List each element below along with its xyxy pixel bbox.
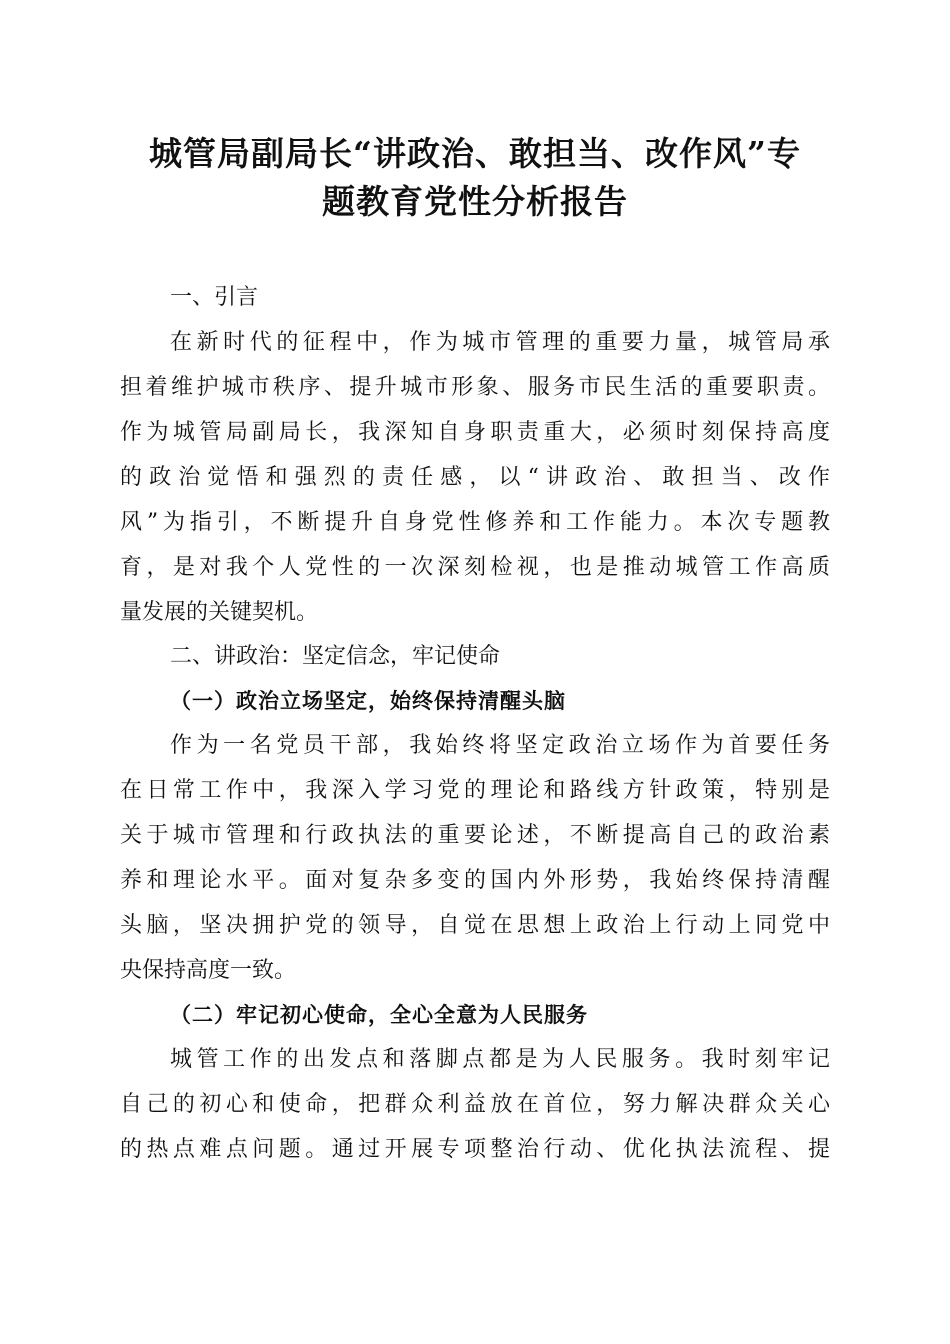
paragraph-line: 风”为指引，不断提升自身党性修养和工作能力。本次专题教 [120,510,830,535]
subsection-heading-original-mission: （二）牢记初心使命，全心全意为人民服务 [170,1002,588,1027]
paragraph-line: 作为一名党员干部，我始终将坚定政治立场作为首要任务 [170,733,830,758]
subsection-heading-political-stance: （一）政治立场坚定，始终保持清醒头脑 [170,688,566,713]
paragraph-line: 城管工作的出发点和落脚点都是为人民服务。我时刻牢记 [170,1047,830,1072]
paragraph-line: 担着维护城市秩序、提升城市形象、服务市民生活的重要职责。 [120,375,830,400]
paragraph-line: 在日常工作中，我深入学习党的理论和路线方针政策，特别是 [120,778,830,803]
paragraph-introduction [120,320,830,635]
paragraph-line: 自己的初心和使命，把群众利益放在首位，努力解决群众关心 [120,1092,830,1117]
paragraph-line: 头脑，坚决拥护党的领导，自觉在思想上政治上行动上同党中 [120,913,830,938]
document-body [120,276,830,1172]
document-title [90,130,860,226]
section-heading-politics: 二、讲政治：坚定信念，牢记使命 [170,644,501,669]
paragraph-line: 在新时代的征程中，作为城市管理的重要力量，城管局承 [170,330,830,355]
paragraph-line: 量发展的关键契机。 [120,600,319,625]
title-line-2: 题教育党性分析报告 [322,182,628,221]
paragraph-line: 育，是对我个人党性的一次深刻检视，也是推动城管工作高质 [120,555,830,580]
title-line-1: 城管局副局长“讲政治、敢担当、改作风”专 [149,134,801,173]
section-heading-introduction: 一、引言 [170,285,259,310]
paragraph-line: 的政治觉悟和强烈的责任感，以“讲政治、敢担当、改作 [120,465,830,490]
paragraph-political-stance [120,723,830,993]
paragraph-line: 的热点难点问题。通过开展专项整治行动、优化执法流程、提 [120,1137,830,1162]
paragraph-original-mission [120,1037,830,1172]
paragraph-line: 养和理论水平。面对复杂多变的国内外形势，我始终保持清醒 [120,868,830,893]
paragraph-line: 作为城管局副局长，我深知自身职责重大，必须时刻保持高度 [120,420,830,445]
paragraph-line: 关于城市管理和行政执法的重要论述，不断提高自己的政治素 [120,823,830,848]
paragraph-line: 央保持高度一致。 [120,958,297,983]
